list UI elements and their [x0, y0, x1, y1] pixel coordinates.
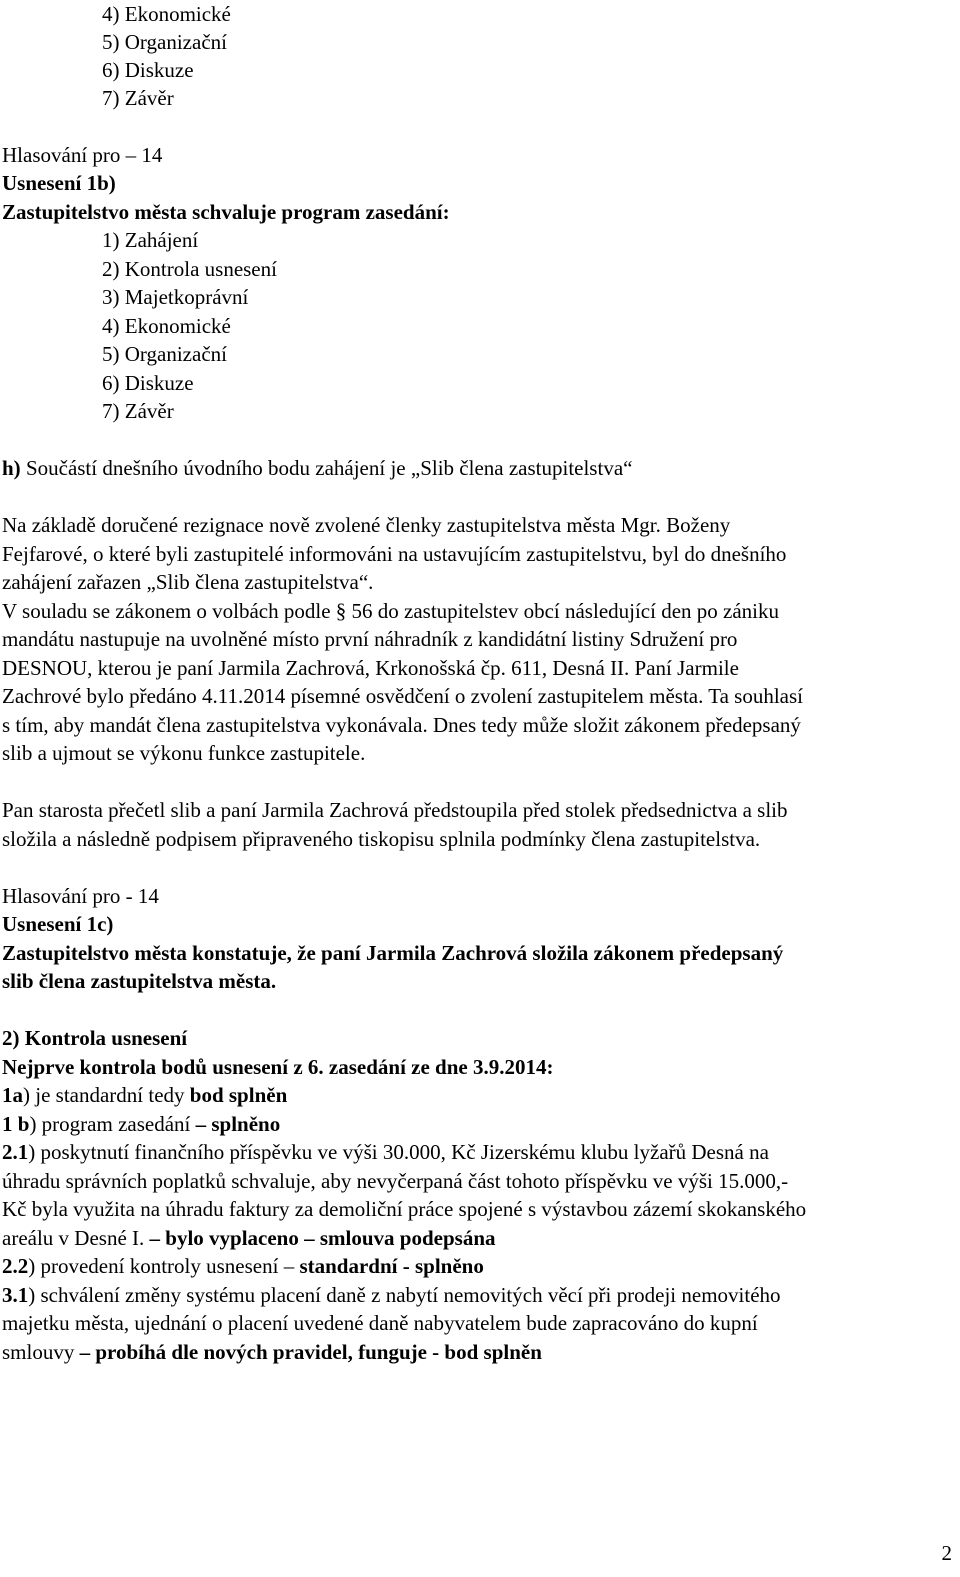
- section-heading: 2) Kontrola usnesení: [2, 1026, 188, 1050]
- paragraph-line: DESNOU, kterou je paní Jarmila Zachrová, Krkonošská čp. 611, Desná II. Paní Jarmile: [2, 656, 739, 680]
- program-item: 6) Diskuze: [102, 371, 194, 395]
- item-text: smlouvy: [2, 1340, 80, 1364]
- item-status: bod splněn: [189, 1083, 288, 1107]
- program-item: 5) Organizační: [102, 342, 227, 366]
- paragraph-line: V souladu se zákonem o volbách podle § 56 do zastupitelstev obcí následující den po zániku: [2, 599, 780, 623]
- section-subheading: Nejprve kontrola bodů usnesení z 6. zasedání ze dne 3.9.2014:: [2, 1055, 554, 1079]
- program-item: 1) Zahájení: [102, 228, 199, 252]
- item-status: – splněno: [195, 1112, 281, 1136]
- paragraph-line: slib a ujmout se výkonu funkce zastupitele.: [2, 741, 366, 765]
- check-item-2-1: [2, 1138, 769, 1166]
- item-number: 2.2: [2, 1254, 29, 1278]
- vote-result: Hlasování pro – 14: [2, 143, 163, 167]
- program-item: 2) Kontrola usnesení: [102, 257, 277, 281]
- item-text: ) program zasedání: [29, 1112, 196, 1136]
- program-item: 7) Závěr: [102, 86, 174, 110]
- paragraph-line: úhradu správních poplatků schvaluje, aby nevyčerpaná část tohoto příspěvku ve výši 15.000,-: [2, 1169, 789, 1193]
- paragraph-line: Kč byla využita na úhradu faktury za demoliční práce spojené s výstavbou zázemí skokanského: [2, 1197, 807, 1221]
- vote-result: Hlasování pro - 14: [2, 884, 159, 908]
- item-number: 3.1: [2, 1283, 29, 1307]
- item-status: standardní - splněno: [299, 1254, 484, 1278]
- program-item: 4) Ekonomické: [102, 2, 231, 26]
- paragraph-line: majetku města, ujednání o placení uvedené daně nabyvatelem bude zapracováno do kupní: [2, 1311, 758, 1335]
- item-number: 1 b: [2, 1112, 30, 1136]
- check-item-1a: [2, 1081, 287, 1109]
- item-number: 1a: [2, 1083, 23, 1107]
- paragraph-line: s tím, aby mandát člena zastupitelstva vykonávala. Dnes tedy může složit zákonem předepsaný: [2, 713, 801, 737]
- item-status: – probíhá dle nových pravidel, funguje - bod splněn: [79, 1340, 542, 1364]
- section-h-label: h): [2, 456, 21, 480]
- item-text: ) je standardní tedy: [23, 1083, 190, 1107]
- resolution-text: slib člena zastupitelstva města.: [2, 969, 277, 993]
- section-h: [2, 454, 632, 482]
- resolution-text: Zastupitelstvo města schvaluje program zasedání:: [2, 200, 450, 224]
- resolution-title: Usnesení 1b): [2, 171, 116, 195]
- program-item: 7) Závěr: [102, 399, 174, 423]
- check-item-1b: [2, 1110, 280, 1138]
- resolution-text: Zastupitelstvo města konstatuje, že paní Jarmila Zachrová složila zákonem předepsaný: [2, 941, 784, 965]
- program-item: 3) Majetkoprávní: [102, 285, 249, 309]
- paragraph-line: složila a následně podpisem připraveného tiskopisu splnila podmínky člena zastupitelstva.: [2, 827, 761, 851]
- paragraph-line: Pan starosta přečetl slib a paní Jarmila Zachrová předstoupila před stolek předsednictva a slib: [2, 798, 788, 822]
- paragraph-line: zahájení zařazen „Slib člena zastupitelstva“.: [2, 570, 374, 594]
- item-text: areálu v Desné I.: [2, 1226, 150, 1250]
- check-item-3-1: [2, 1281, 781, 1309]
- item-text: ) poskytnutí finančního příspěvku ve výši 30.000, Kč Jizerskému klubu lyžařů Desná na: [28, 1140, 769, 1164]
- program-item: 5) Organizační: [102, 30, 227, 54]
- check-item-2-1-status: [2, 1224, 496, 1252]
- item-number: 2.1: [2, 1140, 29, 1164]
- program-item: 6) Diskuze: [102, 58, 194, 82]
- check-item-2-2: [2, 1252, 484, 1280]
- paragraph-line: Fejfarové, o které byli zastupitelé informováni na ustavujícím zastupitelstvu, byl do dnešního: [2, 542, 787, 566]
- item-text: ) provedení kontroly usnesení –: [28, 1254, 300, 1278]
- item-status: – bylo vyplaceno – smlouva podepsána: [149, 1226, 496, 1250]
- item-text: ) schválení změny systému placení daně z nabytí nemovitých věcí při prodeji nemovitého: [28, 1283, 781, 1307]
- paragraph-line: mandátu nastupuje na uvolněné místo první náhradník z kandidátní listiny Sdružení pro: [2, 627, 738, 651]
- page-number: 2: [941, 1541, 952, 1565]
- paragraph-line: Na základě doručené rezignace nově zvolené členky zastupitelstva města Mgr. Boženy: [2, 513, 731, 537]
- program-item: 4) Ekonomické: [102, 314, 231, 338]
- paragraph-line: Zachrové bylo předáno 4.11.2014 písemné osvědčení o zvolení zastupitelem města. Ta souhlasí: [2, 684, 803, 708]
- check-item-3-1-status: [2, 1338, 542, 1366]
- resolution-title: Usnesení 1c): [2, 912, 114, 936]
- section-h-text: Součástí dnešního úvodního bodu zahájení je „Slib člena zastupitelstva“: [20, 456, 633, 480]
